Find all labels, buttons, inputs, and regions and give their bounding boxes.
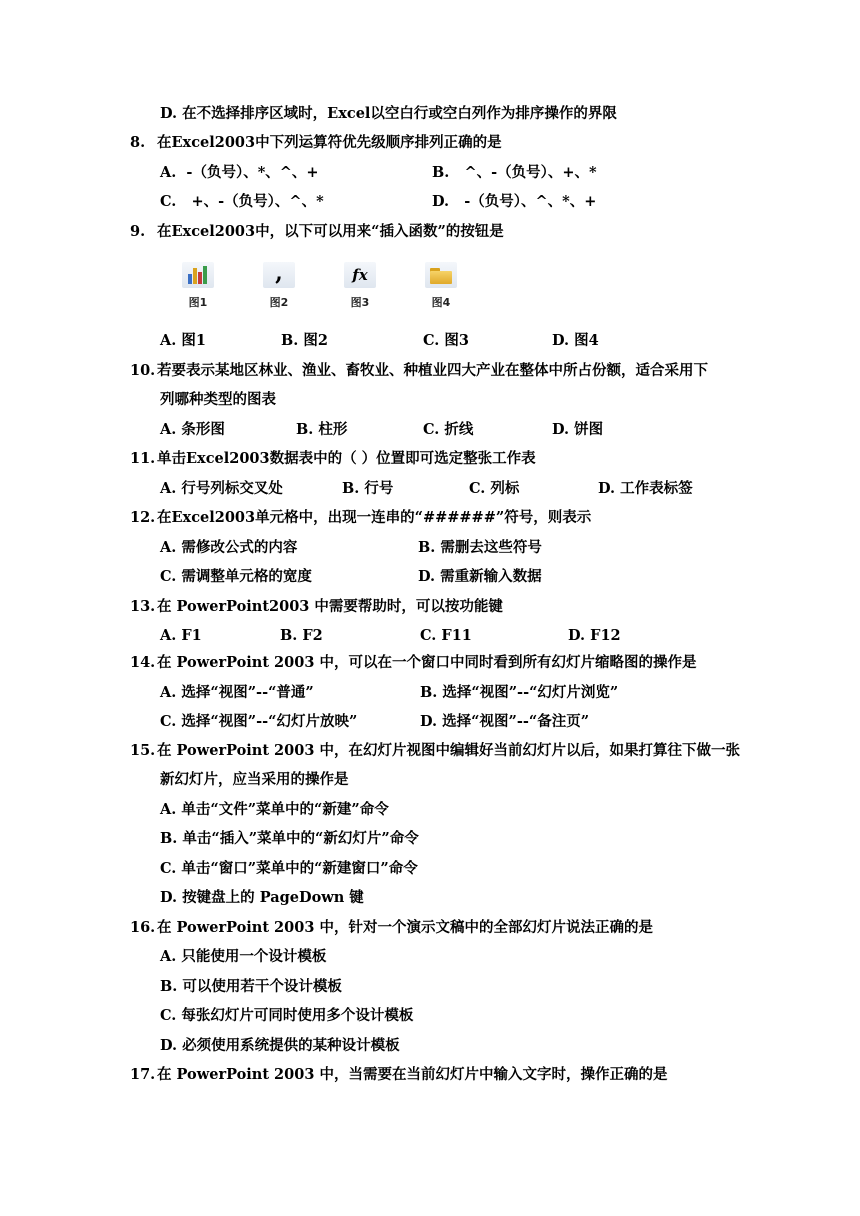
question-14 xyxy=(130,653,696,673)
figure-2 xyxy=(254,262,304,317)
question-8 xyxy=(130,133,502,153)
q8-option-d: D. -（负号）、^、*、+ xyxy=(432,193,597,210)
q11-option-b: B. 行号 xyxy=(342,480,394,497)
q16-option-b: B. 可以使用若干个设计模板 xyxy=(160,978,342,995)
q13-option-a: A. F1 xyxy=(160,627,202,644)
q10-option-d: D. 饼图 xyxy=(552,421,604,438)
q8-options-row-2 xyxy=(160,192,760,212)
q8-options-row-1 xyxy=(160,163,760,183)
question-text: 在 PowerPoint 2003 中，在幻灯片视图中编辑好当前幻灯片以后，如果打算往下做一张 xyxy=(157,742,740,759)
q11-option-c: C. 列标 xyxy=(469,480,520,497)
option-label: D. xyxy=(160,105,178,122)
q8-option-b: B. ^、-（负号）、+、* xyxy=(432,164,597,181)
question-text: 若要表示某地区林业、渔业、畜牧业、种植业四大产业在整体中所占份额，适合采用下 xyxy=(157,362,708,379)
q13-option-d: D. F12 xyxy=(568,627,621,644)
figure-caption: 图2 xyxy=(269,296,289,309)
question-11 xyxy=(130,449,536,469)
question-number: 9. xyxy=(130,223,146,240)
q15-option-d: D. 按键盘上的 PageDown 键 xyxy=(160,889,364,906)
question-13 xyxy=(130,597,503,617)
q15-option-c: C. 单击“窗口”菜单中的“新建窗口”命令 xyxy=(160,860,418,877)
question-number: 15. xyxy=(130,742,156,759)
q9-option-d: D. 图4 xyxy=(552,332,599,349)
q16-option-d: D. 必须使用系统提供的某种设计模板 xyxy=(160,1037,400,1054)
q14-option-a: A. 选择“视图”--“普通” xyxy=(160,684,314,701)
q13-option-c: C. F11 xyxy=(420,627,472,644)
question-text: 单击Excel2003数据表中的（ ）位置即可选定整张工作表 xyxy=(157,450,536,467)
q11-options-row xyxy=(160,479,760,499)
q11-option-a: A. 行号列标交叉处 xyxy=(160,480,283,497)
q15-option-a: A. 单击“文件”菜单中的“新建”命令 xyxy=(160,801,389,818)
question-text: 在Excel2003单元格中，出现一连串的“######”符号，则表示 xyxy=(157,509,592,526)
q7-option-d xyxy=(160,104,617,124)
q10-option-a: A. 条形图 xyxy=(160,421,225,438)
q14-options-row-1 xyxy=(160,683,760,703)
q9-option-b: B. 图2 xyxy=(281,332,328,349)
question-text: 新幻灯片，应当采用的操作是 xyxy=(160,771,349,788)
question-17 xyxy=(130,1065,667,1085)
question-15-continued xyxy=(160,770,349,790)
q13-options-row xyxy=(160,626,760,646)
question-16 xyxy=(130,918,653,938)
q12-option-d: D. 需重新输入数据 xyxy=(418,568,542,585)
question-text: 列哪种类型的图表 xyxy=(160,391,276,408)
figure-caption: 图3 xyxy=(350,296,370,309)
chart-wizard-icon xyxy=(182,262,214,288)
question-number: 10. xyxy=(130,362,156,379)
open-folder-icon xyxy=(425,262,457,288)
q11-option-d: D. 工作表标签 xyxy=(598,480,693,497)
insert-function-icon: fx xyxy=(344,262,376,288)
question-number: 11. xyxy=(130,450,156,467)
q9-option-a: A. 图1 xyxy=(160,332,206,349)
q12-options-row-2 xyxy=(160,567,760,587)
q14-option-b: B. 选择“视图”--“幻灯片浏览” xyxy=(420,684,619,701)
q12-option-a: A. 需修改公式的内容 xyxy=(160,539,298,556)
q8-option-c: C. +、-（负号）、^、* xyxy=(160,193,324,210)
question-number: 13. xyxy=(130,598,156,615)
question-10 xyxy=(130,361,708,381)
q15-option-b: B. 单击“插入”菜单中的“新幻灯片”命令 xyxy=(160,830,419,847)
q10-option-b: B. 柱形 xyxy=(296,421,348,438)
toolbar-icons-figure xyxy=(173,262,473,317)
question-9 xyxy=(130,222,504,242)
question-number: 17. xyxy=(130,1066,156,1083)
figure-4 xyxy=(416,262,466,317)
q13-option-b: B. F2 xyxy=(280,627,323,644)
question-number: 16. xyxy=(130,919,156,936)
option-text: 在不选择排序区域时，Excel以空白行或空白列作为排序操作的界限 xyxy=(182,105,617,122)
q14-option-d: D. 选择“视图”--“备注页” xyxy=(420,713,590,730)
question-text: 在 PowerPoint 2003 中，可以在一个窗口中同时看到所有幻灯片缩略图的操作是 xyxy=(157,654,697,671)
q10-options-row xyxy=(160,420,760,440)
q16-option-a: A. 只能使用一个设计模板 xyxy=(160,948,327,965)
q9-option-c: C. 图3 xyxy=(423,332,469,349)
question-10-continued xyxy=(160,390,276,410)
question-number: 14. xyxy=(130,654,156,671)
q14-options-row-2 xyxy=(160,712,760,732)
question-text: 在 PowerPoint2003 中需要帮助时，可以按功能键 xyxy=(157,598,503,615)
figure-3 xyxy=(335,262,385,317)
q10-option-c: C. 折线 xyxy=(423,421,474,438)
question-text: 在Excel2003中下列运算符优先级顺序排列正确的是 xyxy=(157,134,502,151)
q12-options-row-1 xyxy=(160,538,760,558)
q8-option-a: A. -（负号）、*、^、+ xyxy=(160,164,319,181)
question-number: 12. xyxy=(130,509,156,526)
figure-caption: 图4 xyxy=(431,296,451,309)
question-12 xyxy=(130,508,591,528)
question-text: 在Excel2003中，以下可以用来“插入函数”的按钮是 xyxy=(157,223,504,240)
figure-caption: 图1 xyxy=(188,296,208,309)
figure-1 xyxy=(173,262,223,317)
comma-style-icon: , xyxy=(263,262,295,288)
question-number: 8. xyxy=(130,134,146,151)
q16-option-c: C. 每张幻灯片可同时使用多个设计模板 xyxy=(160,1007,414,1024)
question-15 xyxy=(130,741,740,761)
q12-option-b: B. 需删去这些符号 xyxy=(418,539,542,556)
question-text: 在 PowerPoint 2003 中，针对一个演示文稿中的全部幻灯片说法正确的是 xyxy=(157,919,653,936)
question-text: 在 PowerPoint 2003 中，当需要在当前幻灯片中输入文字时，操作正确的是 xyxy=(157,1066,668,1083)
q9-options-row xyxy=(160,331,760,351)
q14-option-c: C. 选择“视图”--“幻灯片放映” xyxy=(160,713,358,730)
q12-option-c: C. 需调整单元格的宽度 xyxy=(160,568,312,585)
